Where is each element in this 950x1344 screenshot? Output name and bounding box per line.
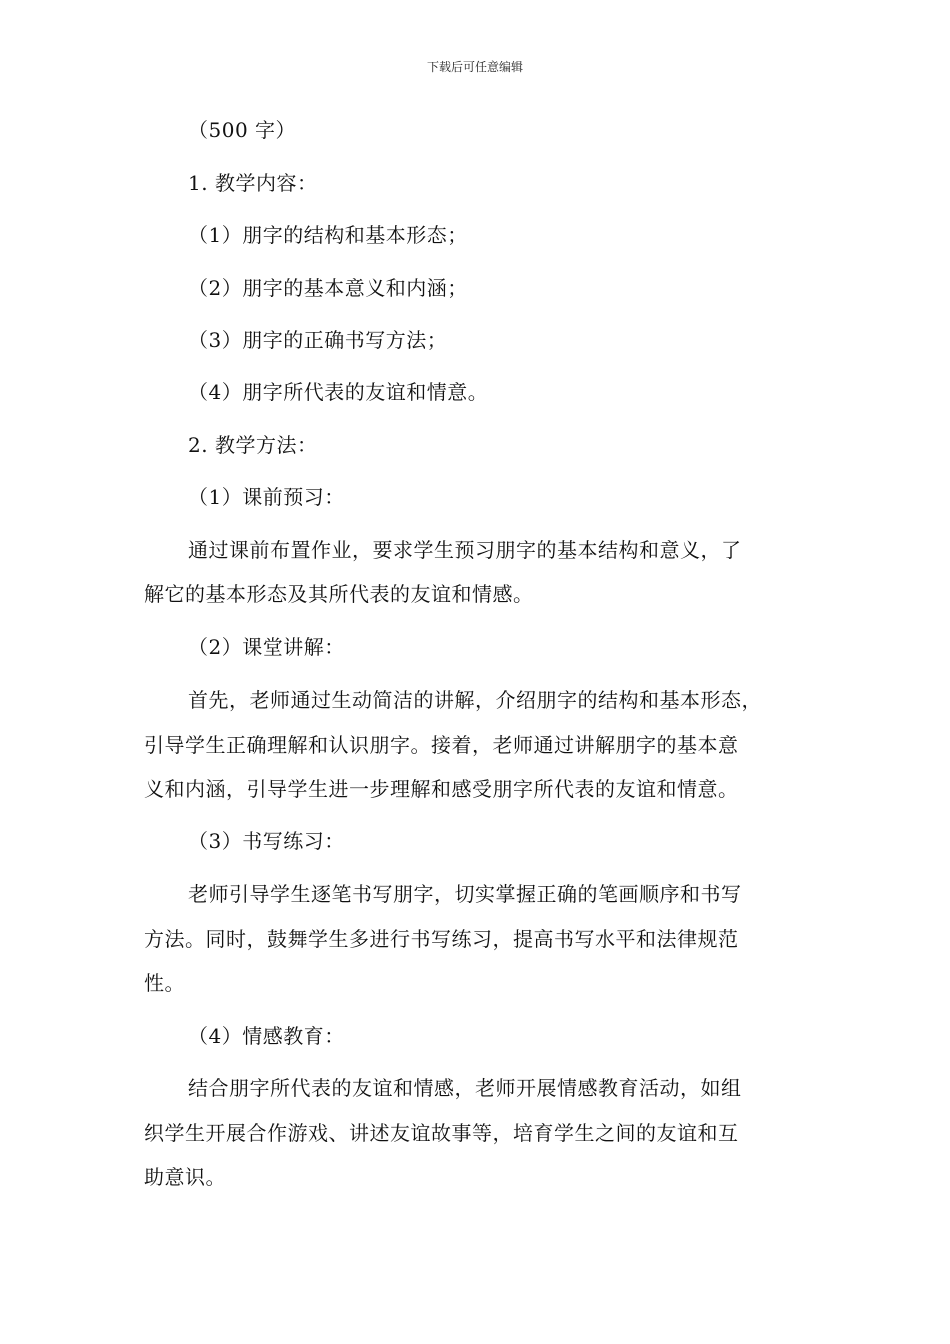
list-item: （2）朋字的基本意义和内涵；	[188, 276, 468, 300]
paragraph-line: 方法。同时，鼓舞学生多进行书写练习，提高书写水平和法律规范	[144, 927, 739, 951]
list-item: （1）朋字的结构和基本形态；	[188, 223, 468, 247]
section-heading-methods: 2. 教学方法：	[188, 433, 318, 457]
paragraph-line: 引导学生正确理解和认识朋字。接着，老师通过讲解朋字的基本意	[144, 733, 739, 757]
paragraph-line: 老师引导学生逐笔书写朋字，切实掌握正确的笔画顺序和书写	[188, 882, 742, 906]
section-heading-content: 1. 教学内容：	[188, 171, 318, 195]
paragraph-line: 助意识。	[144, 1165, 226, 1189]
paragraph-line: 性。	[144, 971, 185, 995]
paragraph-line: 织学生开展合作游戏、讲述友谊故事等，培育学生之间的友谊和互	[144, 1121, 739, 1145]
paragraph-line: 解它的基本形态及其所代表的友谊和情感。	[144, 582, 534, 606]
list-item: （4）朋字所代表的友谊和情意。	[188, 380, 489, 404]
paragraph-line: 首先，老师通过生动简洁的讲解，介绍朋字的结构和基本形态，	[188, 688, 762, 712]
subheading-lecture: （2）课堂讲解：	[188, 635, 345, 659]
page-header: 下载后可任意编辑	[426, 60, 523, 74]
subheading-writing: （3）书写练习：	[188, 829, 345, 853]
paragraph-line: 义和内涵，引导学生进一步理解和感受朋字所代表的友谊和情意。	[144, 777, 739, 801]
subheading-preview: （1）课前预习：	[188, 485, 345, 509]
subheading-emotion: （4）情感教育：	[188, 1024, 345, 1048]
list-item: （3）朋字的正确书写方法；	[188, 328, 448, 352]
paragraph-line: 结合朋字所代表的友谊和情感，老师开展情感教育活动，如组	[188, 1076, 742, 1100]
word-count-note: （500 字）	[188, 118, 297, 142]
paragraph-line: 通过课前布置作业，要求学生预习朋字的基本结构和意义，了	[188, 538, 742, 562]
